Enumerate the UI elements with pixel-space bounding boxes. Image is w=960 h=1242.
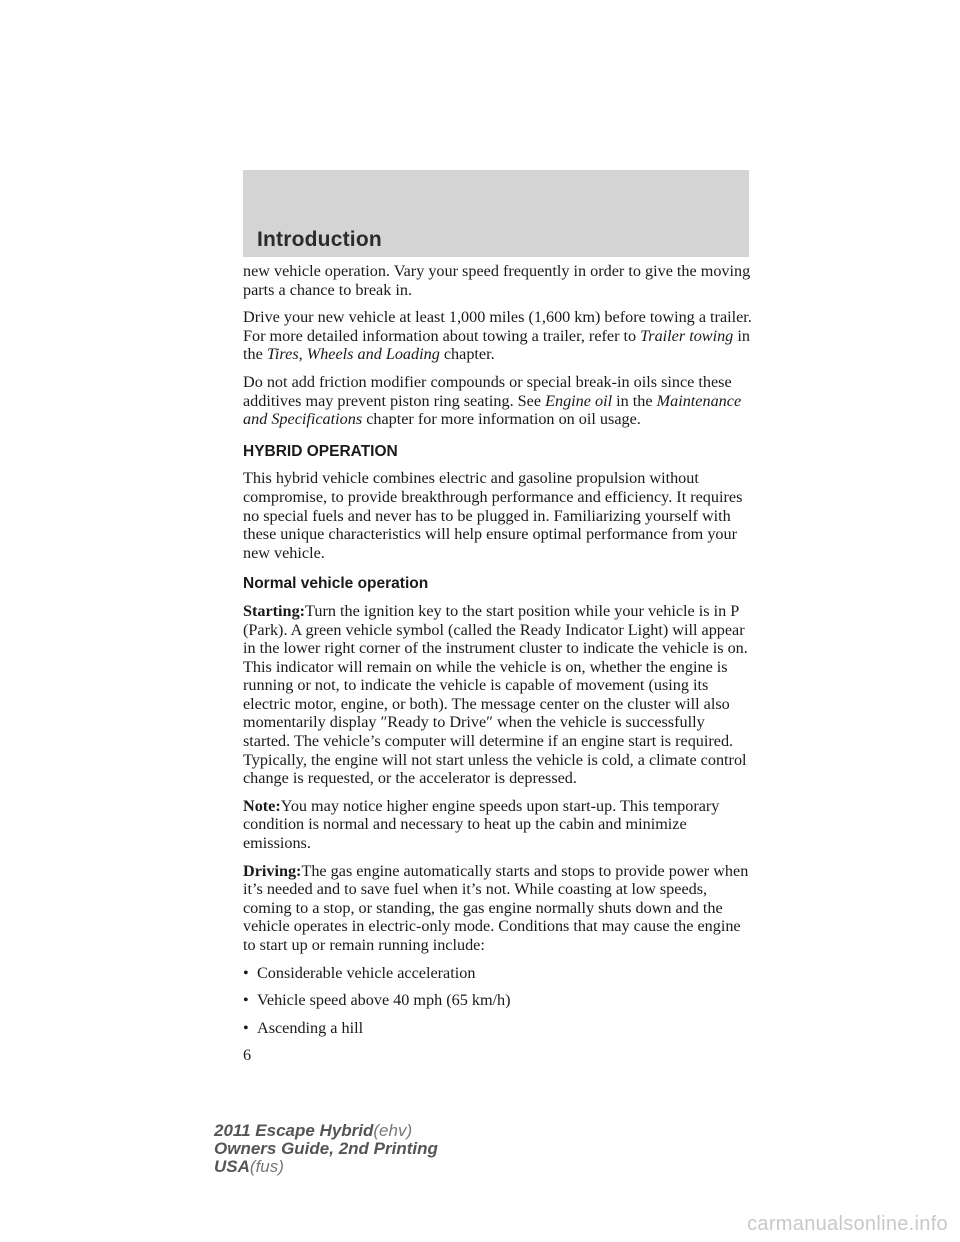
text: Do not add friction modifier compounds or special break-in oils since these additives may prevent piston ring seating. See	[243, 372, 732, 410]
paragraph-starting	[243, 602, 755, 788]
footer-line	[214, 1158, 438, 1176]
bullet-icon: •	[243, 991, 249, 1010]
paragraph-towing	[243, 308, 755, 364]
site-watermark: carmanualsonline.info	[747, 1213, 948, 1235]
text: Drive your new vehicle at least 1,000 miles (1,600 km) before towing a trailer. For more detailed information about towing a trailer, refer to	[243, 308, 752, 345]
manual-body	[243, 262, 755, 1065]
paragraph-driving	[243, 862, 755, 955]
starting-text: Turn the ignition key to the start position while your vehicle is in P (Park). A green vehicle symbol (called the Ready Indicator Light) will appear in the lower right corner of the instrument cluster to indicate the vehicle is on. This indicator will remain on while the vehicle is on, whether the engine is running or not, to indicate the vehicle is capable of movement (using its electric motor, engine, or both). The message center on the cluster will also momentarily display ″Ready to Drive″ when the vehicle is successfully started. The vehicle’s computer will determine if an engine start is required. Typically, the engine will not start unless the vehicle is cold, a climate control change is requested, or the accelerator is depressed.	[243, 601, 748, 788]
paragraph-note	[243, 797, 755, 853]
driving-text: The gas engine automatically starts and stops to provide power when it’s needed and to save fuel when it’s not. While coasting at low speeds, coming to a stop, or standing, the gas engine normally shuts down and the vehicle operates in electric-only mode. Conditions that may cause the engine to start up or remain running include:	[243, 861, 749, 954]
note-label: Note:	[243, 796, 281, 815]
text: chapter.	[439, 345, 495, 364]
bullet-icon: •	[243, 963, 249, 982]
footer-model: 2011 Escape Hybrid	[214, 1121, 374, 1140]
paragraph-break-in: new vehicle operation. Vary your speed frequently in order to give the moving parts a chance to break in.	[243, 262, 751, 299]
bullet-text: Vehicle speed above 40 mph (65 km/h)	[257, 991, 511, 1010]
footer-edition: Owners Guide, 2nd Printing	[214, 1139, 438, 1158]
footer-market: USA	[214, 1157, 250, 1176]
list-item	[243, 991, 755, 1010]
paragraph-hybrid-intro: This hybrid vehicle combines electric and gasoline propulsion without compromise, to provide breakthrough performance and efficiency. It requires no special fuels and never has to be plugged in. Familiarizing yourself with these unique characteristics will help ensure optimal performance from your new vehicle.	[243, 469, 743, 562]
footer-line	[214, 1122, 438, 1140]
section-title: Introduction	[257, 228, 382, 251]
note-text: You may notice higher engine speeds upon start-up. This temporary condition is normal and necessary to heat up the cabin and minimize emissions.	[243, 796, 720, 853]
footer-model-code: (ehv)	[373, 1121, 413, 1140]
section-header-band	[243, 170, 749, 257]
list-item	[243, 964, 755, 983]
bullet-icon: •	[243, 1018, 249, 1037]
cross-reference-tires-chapter: Tires, Wheels and Loading	[266, 345, 440, 364]
text: chapter for more information on oil usage.	[362, 410, 641, 429]
driving-label: Driving:	[243, 861, 302, 880]
text: in the	[612, 391, 657, 410]
cross-reference-trailer-towing: Trailer towing	[640, 326, 734, 345]
bullet-text: Ascending a hill	[257, 1018, 364, 1037]
paragraph-oil	[243, 373, 755, 429]
list-item	[243, 1019, 755, 1038]
footer-market-code: (fus)	[249, 1157, 284, 1176]
heading-hybrid-operation: HYBRID OPERATION	[243, 442, 398, 460]
footer-line	[214, 1140, 438, 1158]
cross-reference-maintenance-chapter: Maintenance and Specifications	[243, 391, 742, 429]
page-number: 6	[243, 1046, 252, 1065]
print-footer	[214, 1122, 438, 1176]
bullet-text: Considerable vehicle acceleration	[257, 963, 476, 982]
subheading-normal-operation: Normal vehicle operation	[243, 575, 429, 593]
text: in the	[243, 326, 750, 364]
cross-reference-engine-oil: Engine oil	[545, 391, 613, 410]
starting-label: Starting:	[243, 601, 306, 620]
